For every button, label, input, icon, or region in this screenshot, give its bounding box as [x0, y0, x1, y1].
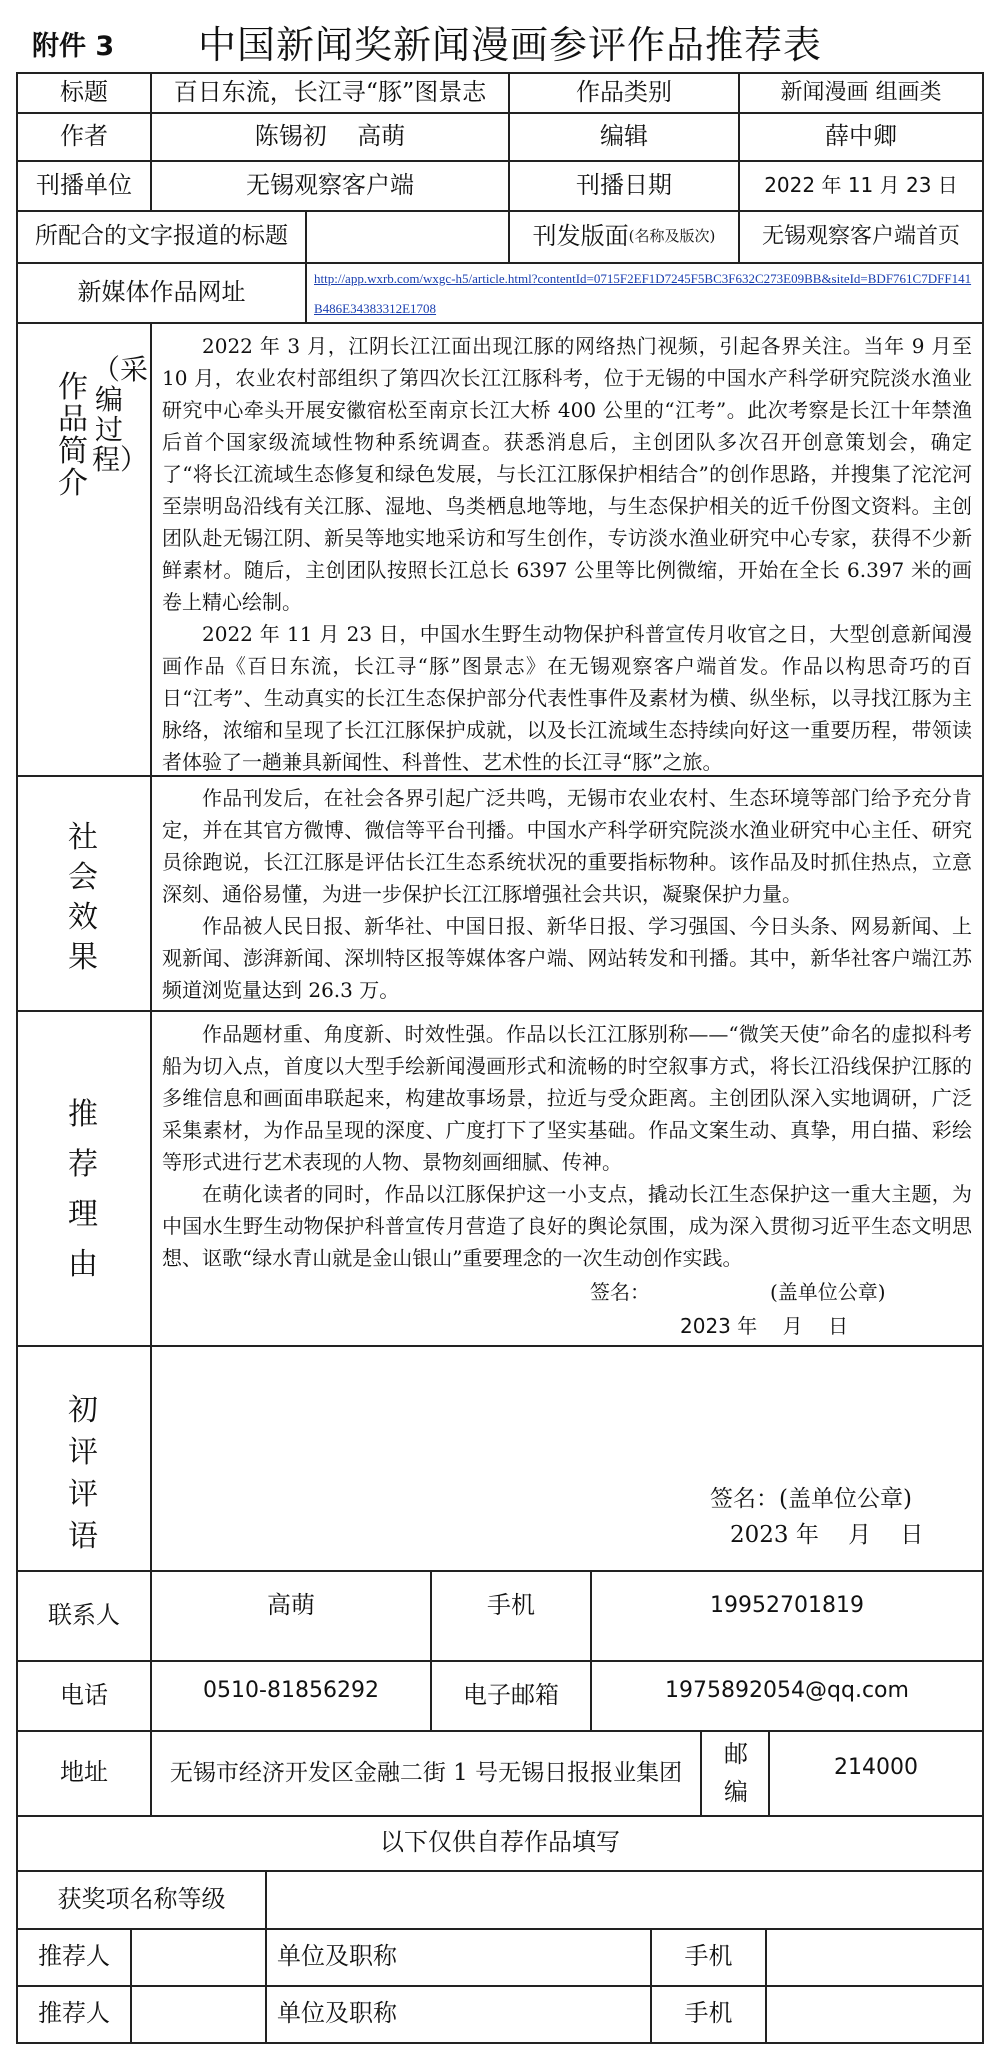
reason-text — [162, 1018, 972, 1274]
report-title-value — [307, 211, 508, 262]
page-label-main: 刊发版面 — [532, 221, 629, 250]
publish-date-label: 刊播日期 — [576, 170, 672, 199]
contact-label: 联系人 — [48, 1600, 120, 1629]
email-label: 电子邮箱 — [463, 1680, 559, 1709]
title-value: 百日东流，长江寻“豚”图景志 — [173, 78, 487, 107]
effect-text — [162, 782, 972, 1006]
mobile-label: 手机 — [487, 1590, 535, 1619]
effect-label: 社会效果 — [68, 820, 98, 975]
table-border-bottom — [16, 2042, 984, 2044]
award-label: 获奖项名称等级 — [57, 1884, 226, 1913]
author-label: 作者 — [60, 121, 108, 150]
mobile-value: 19952701819 — [710, 1592, 864, 1618]
report-title-label: 所配合的文字报道的标题 — [35, 223, 288, 250]
unit-label-2: 单位及职称 — [277, 1999, 397, 2028]
reason-paragraph-1: 作品题材重、角度新、时效性强。作品以长江江豚别称——“微笑天使”命名的虚拟科考船为切入点，首度以大型手绘新闻漫画形式和流畅的时空叙事方式，将长江沿线保护江豚的多维信息和画面串联起来，构建故事场景，拉近与受众距离。主创团队深入实地调研，广泛采集素材，为作品呈现的深度、广度打下了坚实基础。作品文案生动、真挚，用白描、彩绘等形式进行艺术表现的人物、景物刻画细腻、传神。 — [162, 1022, 972, 1174]
reason-label: 推荐理由 — [68, 1097, 98, 1282]
intro-text — [162, 330, 972, 778]
phone-label: 电话 — [60, 1680, 108, 1709]
intro-paragraph-1: 2022 年 3 月，江阴长江江面出现江豚的网络热门视频，引起各界关注。当年 9 月至 10 月，农业农村部组织了第四次长江江豚科考，位于无锡的中国水产科学研究院淡水渔业研究中心牵头开展安徽宿松至南京长江大桥 400 公里的“江考”。此次考察是长江十年禁渔后首个国家级流域性物种系统调查。获悉消息后，主创团队多次召开创意策划会，确定了“将长江流域生态修复和绿色发展，与长江江豚保护相结合”的创作思路，并搜集了沱沱河至崇明岛沿线有关江豚、湿地、鸟类栖息地等地，与生态保护相关的近千份图文资料。主创团队赴无锡江阴、新吴等地实地采访和写生创作，专访淡水渔业研究中心专家，获得不少新鲜素材。随后，主创团队按照长江总长 6397 公里等比例微缩，开始在全长 6.397 米的画卷上精心绘制。 — [162, 334, 972, 614]
url-label: 新媒体作品网址 — [77, 277, 246, 306]
reason-date: 2023 年 月 日 — [680, 1314, 849, 1338]
address-value: 无锡市经济开发区金融二街 1 号无锡日报报业集团 — [169, 1759, 683, 1786]
intro-sublabel: （采编过程） — [92, 353, 149, 476]
zip-label: 邮编 — [724, 1740, 748, 1806]
mobile-label-1: 手机 — [684, 1942, 733, 1971]
recommender-label-1: 推荐人 — [38, 1942, 110, 1971]
effect-paragraph-2: 作品被人民日报、新华社、中国日报、新华日报、学习强国、今日头条、网易新闻、上观新闻、澎湃新闻、深圳特区报等媒体客户端、网站转发和刊播。其中，新华社客户端江苏频道浏览量达到 26.3 万。 — [162, 914, 972, 1002]
form-title: 中国新闻奖新闻漫画参评作品推荐表 — [197, 23, 822, 67]
intro-paragraph-2: 2022 年 11 月 23 日，中国水生野生动物保护科普宣传月收官之日，大型创意新闻漫画作品《百日东流，长江寻“豚”图景志》在无锡观察客户端首发。作品以构思奇巧的百日“江考”、生动真实的长江生态保护部分代表性事件及素材为横、纵坐标，以寻找江豚为主脉络，浓缩和呈现了长江江豚保护成就，以及长江流域生态持续向好这一重要历程，带领读者体验了一趟兼具新闻性、科普性、艺术性的长江寻“豚”之旅。 — [162, 622, 972, 774]
intro-label: 作品简介 — [58, 370, 88, 501]
category-label: 作品类别 — [576, 78, 672, 107]
mobile-label-2: 手机 — [684, 1999, 733, 2028]
email-value: 1975892054@qq.com — [665, 1677, 909, 1703]
review-date: 2023 年 月 日 — [730, 1522, 924, 1548]
reason-sign: 签名： — [590, 1280, 650, 1304]
editor-value: 薛中卿 — [825, 121, 897, 150]
title-label: 标题 — [60, 78, 108, 107]
publisher-label: 刊播单位 — [36, 170, 132, 199]
page-label — [510, 211, 738, 262]
category-value: 新闻漫画 组画类 — [780, 80, 942, 106]
self-section-heading: 以下仅供自荐作品填写 — [380, 1828, 620, 1857]
page-value: 无锡观察客户端首页 — [761, 223, 960, 249]
article-link[interactable]: http://app.wxrb.com/wxgc-h5/article.html?contentId=0715F2EF1D7245F5BC3F632C273E09BB&siteId=BDF761C7DFF141B486E34383312E1708 — [314, 271, 972, 316]
attachment-number: 附件 3 — [32, 31, 115, 62]
table-border-right — [982, 72, 984, 2044]
reason-stamp: (盖单位公章) — [770, 1280, 886, 1304]
publisher-value: 无锡观察客户端 — [246, 170, 414, 199]
page-label-note: (名称及版次) — [628, 226, 716, 245]
unit-label-1: 单位及职称 — [277, 1942, 397, 1971]
recommender-label-2: 推荐人 — [38, 1999, 110, 2028]
review-label: 初评评语 — [68, 1393, 98, 1554]
phone-value: 0510-81856292 — [203, 1677, 379, 1703]
editor-label: 编辑 — [600, 121, 648, 150]
author-value: 陈锡初 高萌 — [254, 121, 406, 150]
address-label: 地址 — [60, 1758, 108, 1787]
reason-paragraph-2: 在萌化读者的同时，作品以江豚保护这一小支点，撬动长江生态保护这一重大主题，为中国水生野生动物保护科普宣传月营造了良好的舆论氛围，成为深入贯彻习近平生态文明思想、讴歌“绿水青山就是金山银山”重要理念的一次生动创作实践。 — [162, 1182, 972, 1270]
review-sign: 签名：(盖单位公章) — [710, 1486, 912, 1512]
publish-date-value: 2022 年 11 月 23 日 — [764, 173, 958, 197]
effect-paragraph-1: 作品刊发后，在社会各界引起广泛共鸣，无锡市农业农村、生态环境等部门给予充分肯定，并在其官方微博、微信等平台刊播。中国水产科学研究院淡水渔业研究中心主任、研究员徐跑说，长江江豚是评估长江生态系统状况的重要指标物种。该作品及时抓住热点，立意深刻、通俗易懂，为进一步保护长江江豚增强社会共识，凝聚保护力量。 — [162, 786, 972, 906]
contact-value: 高萌 — [267, 1590, 315, 1619]
zip-value: 214000 — [834, 1755, 918, 1781]
